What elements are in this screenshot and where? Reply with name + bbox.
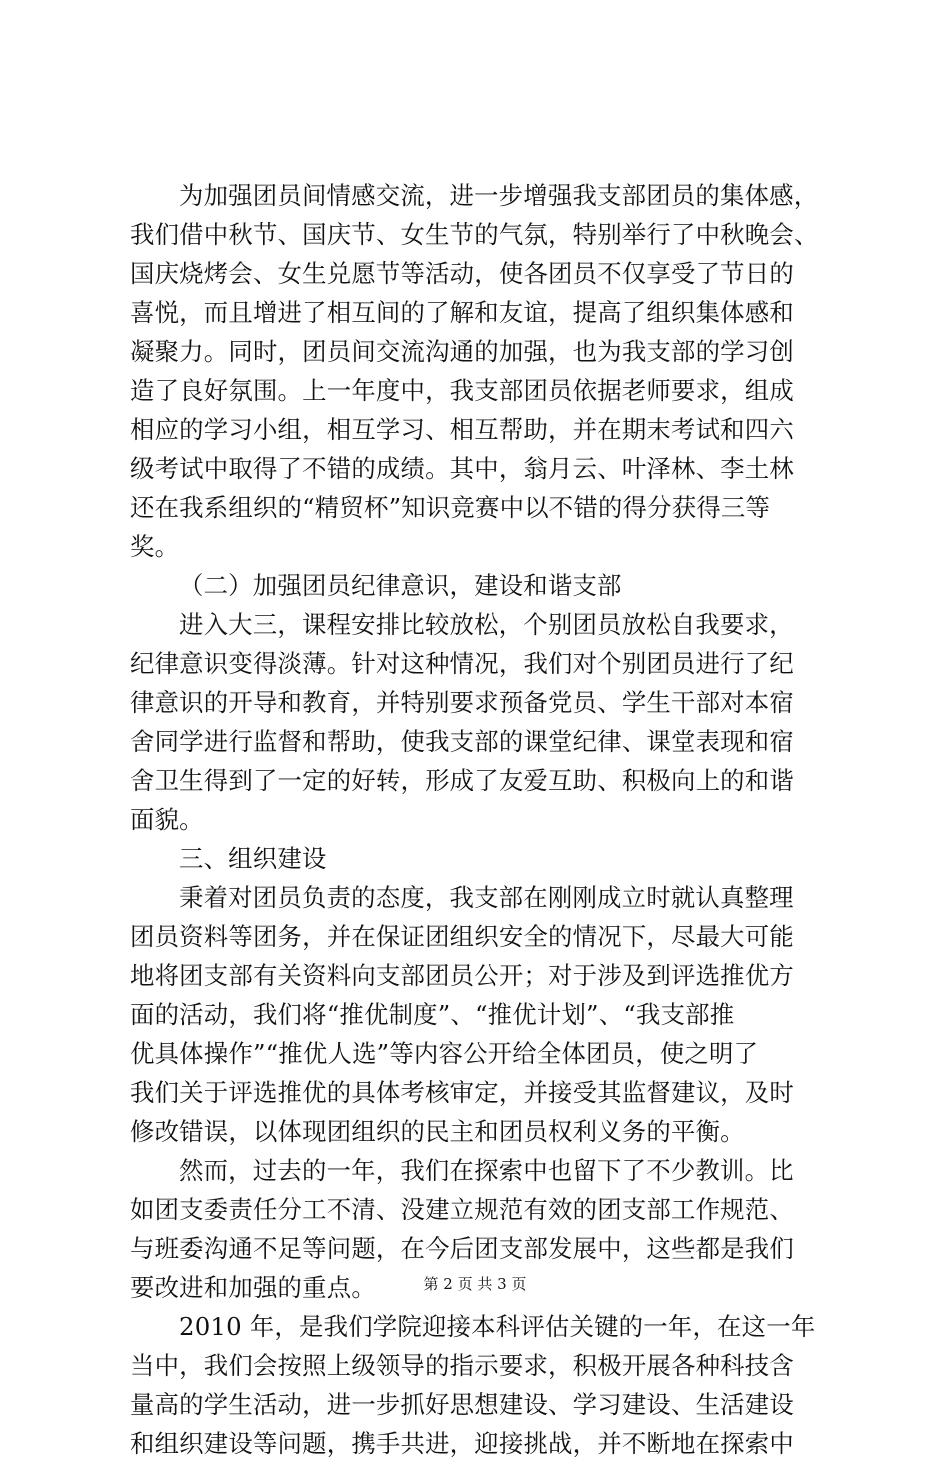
text-line: 面貌。 [130,805,204,834]
text-line: 国庆烧烤会、女生兑愿节等活动，使各团员不仅享受了节日的 [130,259,794,288]
text-line: 量高的学生活动，进一步抓好思想建设、学习建设、生活建设 [130,1390,794,1419]
paragraph [130,605,830,839]
text-line: 舍卫生得到了一定的好转，形成了友爱互助、积极向上的和谐 [130,766,794,795]
text-line: 喜悦，而且增进了相互间的了解和友谊，提高了组织集体感和 [130,298,794,327]
text-line: 当中，我们会按照上级领导的指示要求，积极开展各种科技含 [130,1351,794,1380]
document-body [130,176,830,1463]
text-line: （二）加强团员纪律意识，建设和谐支部 [179,571,622,600]
text-line: 三、组织建设 [179,844,327,873]
paragraph [130,839,830,878]
text-line: 律意识的开导和教育，并特别要求预备党员、学生干部对本宿 [130,688,794,717]
text-line: 相应的学习小组，相互学习、相互帮助，并在期末考试和四六 [130,415,794,444]
text-line: 舍同学进行监督和帮助，使我支部的课堂纪律、课堂表现和宿 [130,727,794,756]
text-line: 还在我系组织的“精贸杯”知识竞赛中以不错的得分获得三等 [130,493,771,522]
text-line: 2010 年，是我们学院迎接本科评估关键的一年，在这一年 [179,1312,816,1341]
text-line: 地将团支部有关资料向支部团员公开；对于涉及到评选推优方 [130,961,794,990]
paragraph [130,176,830,566]
paragraph [130,566,830,605]
text-line: 造了良好氛围。上一年度中，我支部团员依据老师要求，组成 [130,376,794,405]
paragraph [130,1307,830,1463]
text-line: 然而，过去的一年，我们在探索中也留下了不少教训。比 [179,1156,794,1185]
text-line: 优具体操作”“推优人选”等内容公开给全体团员，使之明了 [130,1039,759,1068]
text-line: 纪律意识变得淡薄。针对这种情况，我们对个别团员进行了纪 [130,649,794,678]
text-line: 为加强团员间情感交流，进一步增强我支部团员的集体感， [179,181,819,210]
text-line: 进入大三，课程安排比较放松，个别团员放松自我要求， [179,610,794,639]
text-line: 如团支委责任分工不清、没建立规范有效的团支部工作规范、 [130,1195,794,1224]
text-line: 我们借中秋节、国庆节、女生节的气氛，特别举行了中秋晚会、 [130,220,819,249]
paragraph [130,878,830,1151]
text-line: 面的活动，我们将“推优制度”、“推优计划”、“我支部推 [130,1000,735,1029]
text-line: 要改进和加强的重点。 [130,1273,376,1302]
text-line: 和组织建设等问题，携手共进，迎接挑战，并不断地在探索中 [130,1429,794,1458]
text-line: 级考试中取得了不错的成绩。其中，翁月云、叶泽林、李土林 [130,454,794,483]
text-line: 与班委沟通不足等问题，在今后团支部发展中，这些都是我们 [130,1234,794,1263]
text-line: 我们关于评选推优的具体考核审定，并接受其监督建议，及时 [130,1078,794,1107]
text-line: 团员资料等团务，并在保证团组织安全的情况下，尽最大可能 [130,922,794,951]
text-line: 秉着对团员负责的态度，我支部在刚刚成立时就认真整理 [179,883,794,912]
text-line: 凝聚力。同时，团员间交流沟通的加强，也为我支部的学习创 [130,337,794,366]
text-line: 奖。 [130,532,180,561]
text-line: 修改错误，以体现团组织的民主和团员权利义务的平衡。 [130,1117,745,1146]
page-footer: 第 2 页 共 3 页 [423,1275,527,1293]
